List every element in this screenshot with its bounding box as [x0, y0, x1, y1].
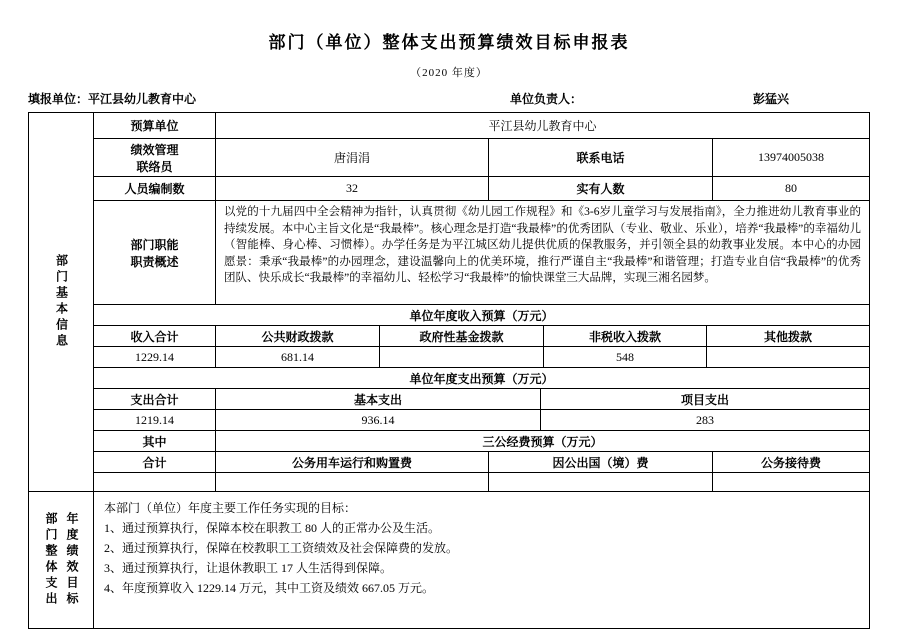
row-expense-header — [94, 368, 869, 389]
duty-label-line2: 职责概述 — [130, 254, 179, 269]
three-public-abroad-value — [489, 473, 713, 491]
row-duty — [94, 201, 869, 305]
liaison-label-line2: 联络员 — [136, 159, 173, 174]
income-col-gov-fund: 政府性基金拨款 — [380, 326, 544, 346]
liaison-name: 唐涓涓 — [216, 139, 489, 176]
three-public-total-label: 合计 — [94, 452, 216, 472]
row-expense-values — [94, 410, 869, 431]
expense-total-value: 1219.14 — [94, 410, 216, 430]
expense-section-header: 单位年度支出预算（万元） — [409, 371, 554, 386]
income-col-other: 其他拨款 — [763, 329, 812, 344]
staff-quota-value: 32 — [216, 177, 489, 200]
fill-unit — [28, 90, 196, 107]
three-public-vehicle-value — [216, 473, 489, 491]
row-budget-unit — [94, 113, 869, 139]
goal-item-1: 1、通过预算执行，保障本校在职教工 80 人的正常办公及生活。 — [104, 521, 441, 535]
phone-value: 13974005038 — [758, 150, 824, 164]
declaration-table — [28, 112, 870, 629]
expense-basic-value: 936.14 — [216, 410, 541, 430]
three-public-col-vehicle: 公务用车运行和购置费 — [216, 452, 489, 472]
income-section-header: 单位年度收入预算（万元） — [409, 308, 554, 323]
row-income-values — [94, 347, 869, 368]
among-label: 其中 — [94, 431, 216, 451]
row-income-header — [94, 305, 869, 326]
section-annual-goals — [29, 492, 869, 628]
income-gov-fund-value — [380, 347, 544, 367]
three-public-total-value — [94, 473, 216, 491]
form-info-line — [28, 90, 870, 108]
section-goals-side-header — [29, 492, 94, 628]
income-public-finance-value: 681.14 — [216, 347, 380, 367]
staff-actual-value: 80 — [785, 181, 797, 195]
budget-unit-label: 预算单位 — [94, 113, 216, 138]
income-other-value — [707, 347, 869, 367]
income-nontax-value: 548 — [544, 347, 707, 367]
three-public-header: 三公经费预算（万元） — [482, 434, 603, 449]
goals-content — [94, 492, 869, 628]
budget-unit-value: 平江县幼儿教育中心 — [488, 119, 597, 133]
fill-unit-label: 填报单位： — [28, 92, 89, 106]
liaison-label-line1: 绩效管理 — [130, 142, 179, 157]
fill-unit-value: 平江县幼儿教育中心 — [88, 92, 197, 106]
section-basic-side-header — [29, 113, 94, 491]
expense-project-value: 283 — [696, 412, 714, 427]
goal-item-4: 4、年度预算收入 1229.14 万元，其中工资及绩效 667.05 万元。 — [104, 581, 435, 595]
income-col-public-finance: 公共财政拨款 — [216, 326, 380, 346]
row-income-columns — [94, 326, 869, 347]
duty-label-line1: 部门职能 — [130, 237, 179, 252]
row-expense-columns — [94, 389, 869, 410]
duty-description: 以党的十九届四中全会精神为指针，认真贯彻《幼儿园工作规程》和《3-6岁儿童学习与发展指南》，全力推进幼儿教育事业的持续发展。本中心主旨文化是“我最棒”。核心理念是打造“我最棒”的优秀团队（专业、敬业、乐业），培养“我最棒”的幸福幼儿（智能棒、身心棒、习惯棒）。办学任务是为平江城区幼儿提供优质的保教服务，并引领全县的幼教事业发展。本中心的办园愿景：秉承“我最棒”的办园理念，建设温馨向上的优美环境，推行严谨自主“我最棒”和谐管理；打造专业自信“我最棒”的优秀团队、快乐成长“我最棒”的幸福幼儿、轻松学习“我最棒”的愉快课堂三大品牌，实现三湘名园梦。 — [224, 206, 861, 284]
section-basic-info — [29, 113, 869, 492]
goal-item-3: 3、通过预算执行，让退休教职工 17 人生活得到保障。 — [104, 561, 393, 575]
leader-label: 单位负责人： — [510, 92, 583, 106]
goals-side-label-col2: 年度绩效目标 — [65, 512, 79, 608]
phone-label: 联系电话 — [489, 139, 713, 176]
basic-rows — [94, 113, 869, 491]
expense-col-basic: 基本支出 — [216, 389, 541, 409]
row-staff — [94, 177, 869, 201]
expense-col-total: 支出合计 — [94, 389, 216, 409]
staff-actual-label: 实有人数 — [489, 177, 713, 200]
income-total-value: 1229.14 — [94, 347, 216, 367]
three-public-col-reception: 公务接待费 — [760, 455, 821, 470]
row-three-public-header — [94, 431, 869, 452]
income-col-total: 收入合计 — [94, 326, 216, 346]
row-three-public-columns — [94, 452, 869, 473]
basic-side-label: 部门基本信息 — [54, 254, 69, 350]
staff-quota-label: 人员编制数 — [94, 177, 216, 200]
duty-label — [94, 201, 216, 304]
row-liaison — [94, 139, 869, 177]
row-three-public-values — [94, 473, 869, 491]
leader-value: 彭猛兴 — [753, 92, 790, 106]
liaison-label — [94, 139, 216, 176]
page-subtitle: （2020 年度） — [410, 67, 488, 79]
three-public-reception-value — [713, 473, 869, 491]
goals-side-label-col1: 部门整体支出 — [44, 512, 58, 608]
page-title: 部门（单位）整体支出预算绩效目标申报表 — [268, 33, 630, 52]
income-col-nontax: 非税收入拨款 — [544, 326, 707, 346]
three-public-col-abroad: 因公出国（境）费 — [489, 452, 713, 472]
goal-item-2: 2、通过预算执行，保障在校教职工工资绩效及社会保障费的发放。 — [104, 541, 459, 555]
goals-intro: 本部门（单位）年度主要工作任务实现的目标： — [104, 501, 357, 515]
expense-col-project: 项目支出 — [680, 392, 729, 407]
